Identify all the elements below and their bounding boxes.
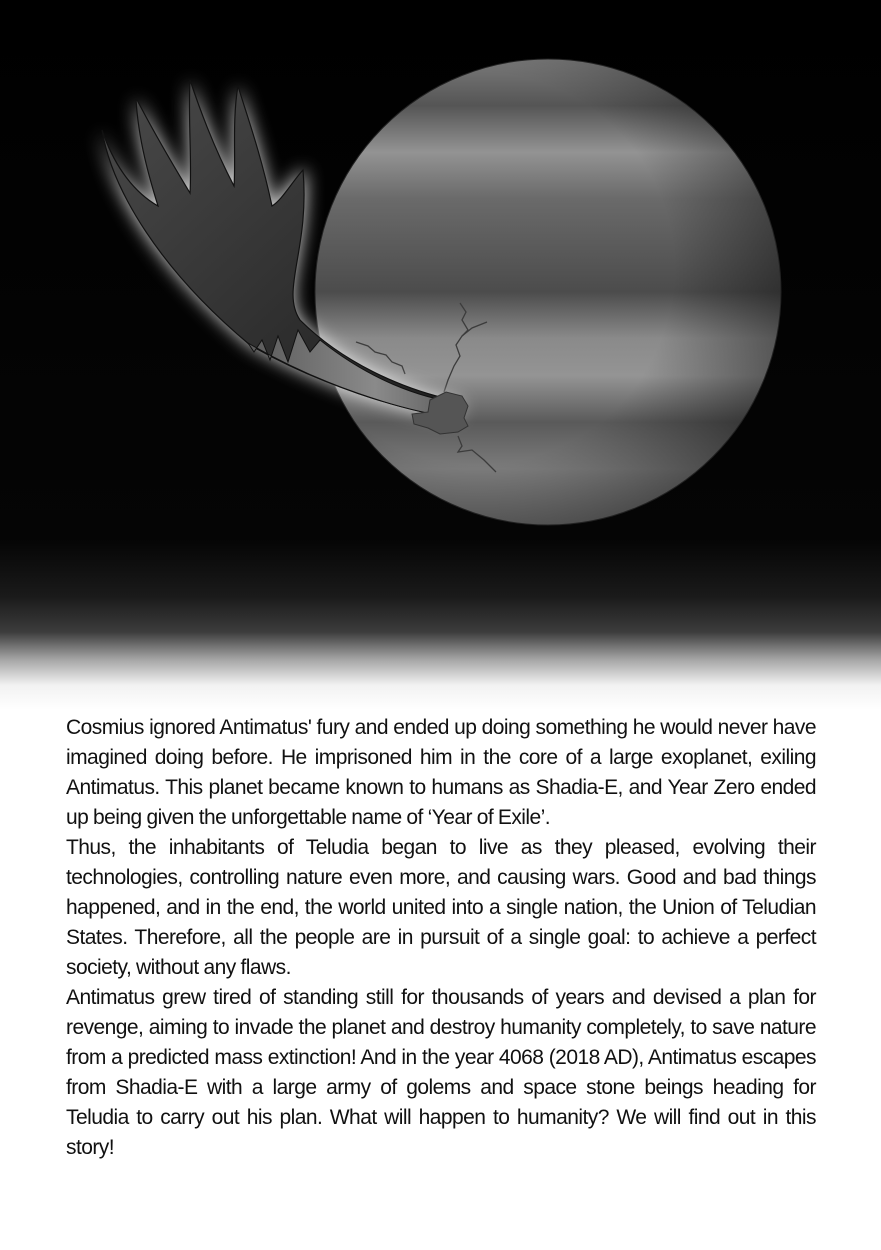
story-paragraph: Thus, the inhabitants of Teludia began to live as they pleased, evolving their technologies, controlling nature even more, and causing wars. Good and bad things happened, and in the end, the world united into a single nation, the Union of Teludian States. Therefore, all the people are in pursuit of a single goal: to achieve a perfect society, without any flaws. — [66, 836, 816, 979]
story-paragraph: Cosmius ignored Antimatus' fury and ended up doing something he would never have imagined doing before. He imprisoned him in the core of a large exoplanet, exiling Antimatus. This planet became known to humans as Shadia-E, and Year Zero ended up being given the unforgettable name of ‘Year of Exile’. — [66, 716, 816, 829]
planet-shadia-e — [315, 59, 781, 525]
story-paragraph: Antimatus grew tired of standing still for thousands of years and devised a plan for revenge, aiming to invade the planet and destroy humanity completely, to save nature from a predicted mass extinction! And in the year 4068 (2018 AD), Antimatus escapes from Shadia-E with a large army of golems and space stone beings heading for Teludia to carry out his plan. What will happen to humanity? We will find out in this story! — [66, 986, 816, 1159]
story-text — [66, 713, 816, 1163]
